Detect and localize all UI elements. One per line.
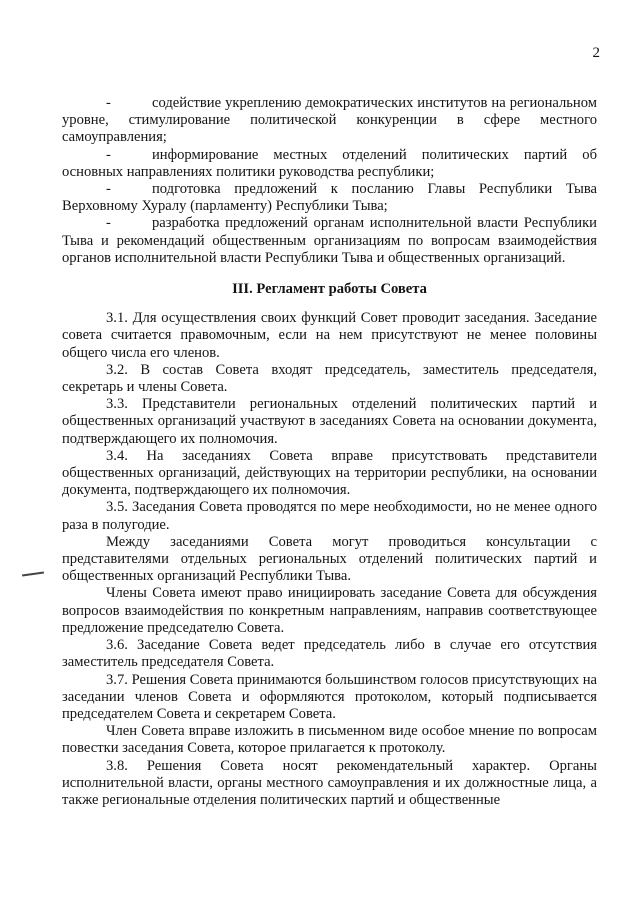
paragraph-3-8: 3.8. Решения Совета носят рекомендательный характер. Органы исполнительной власти, органы местного самоуправления и их должностные лица, а также региональные отделения политических партий и общественные <box>62 757 597 808</box>
bullet-text: информирование местных отделений политических партий об основных направлениях политики руководства республики; <box>62 146 597 180</box>
paragraph-3-6: 3.6. Заседание Совета ведет председатель либо в случае его отсутствия заместитель председателя Совета. <box>62 637 597 671</box>
bullet-dash: - <box>106 146 111 163</box>
margin-pen-mark <box>22 571 44 576</box>
bullet-item <box>62 147 597 181</box>
paragraph-3-3: 3.3. Представители региональных отделений политических партий и общественных организаций участвуют в заседаниях Совета на основании документа, подтверждающего их полномочия. <box>62 396 597 447</box>
paragraph-dissenting-opinion: Член Совета вправе изложить в письменном виде особое мнение по вопросам повестки заседания Совета, которое прилагается к протоколу. <box>62 723 597 757</box>
bullet-text: подготовка предложений к посланию Главы Республики Тыва Верховному Хуралу (парламенту) Республики Тыва; <box>62 181 597 215</box>
paragraph-3-5: 3.5. Заседания Совета проводятся по мере необходимости, но не менее одного раза в полугодие. <box>62 499 597 533</box>
paragraph-3-7: 3.7. Решения Совета принимаются большинством голосов присутствующих на заседании членов Совета и оформляются протоколом, который подписывается председателем Совета и секретарем Совета. <box>62 671 597 722</box>
document-body <box>62 95 597 809</box>
paragraph-3-2: 3.2. В состав Совета входят председатель, заместитель председателя, секретарь и члены Совета. <box>62 361 597 396</box>
paragraph-members-initiative: Члены Совета имеют право инициировать заседание Совета для обсуждения вопросов взаимодействия по конкретным направлениям, направив соответствующее предложение председателю Совета. <box>62 585 597 636</box>
bullet-text: содействие укреплению демократических институтов на региональном уровне, стимулирование политической конкуренции в сфере местного самоуправления; <box>62 95 597 146</box>
bullet-item <box>62 95 597 147</box>
bullet-text: разработка предложений органам исполнительной власти Республики Тыва и рекомендаций общественным организациям по вопросам взаимодействия органов исполнительной власти Республики Тыва и общественных организаций. <box>62 215 597 266</box>
bullet-item <box>62 215 597 267</box>
paragraph-consultations: Между заседаниями Совета могут проводиться консультации с представителями отдельных региональных отделений политических партий и общественных организаций Республики Тыва. <box>62 533 597 585</box>
bullet-dash: - <box>106 95 111 111</box>
bullet-item <box>62 181 597 215</box>
bullet-dash: - <box>106 215 111 232</box>
section-title: III. Регламент работы Совета <box>232 281 427 298</box>
paragraph-3-4: 3.4. На заседаниях Совета вправе присутствовать представители общественных организаций, действующих на территории республики, на основании документа, подтверждающего их полномочия. <box>62 447 597 499</box>
page-number: 2 <box>592 45 600 61</box>
bullet-dash: - <box>106 181 111 198</box>
paragraph-3-1: 3.1. Для осуществления своих функций Совет проводит заседания. Заседание совета считается правомочным, если на нем присутствуют не менее половины общего числа его членов. <box>62 310 597 361</box>
